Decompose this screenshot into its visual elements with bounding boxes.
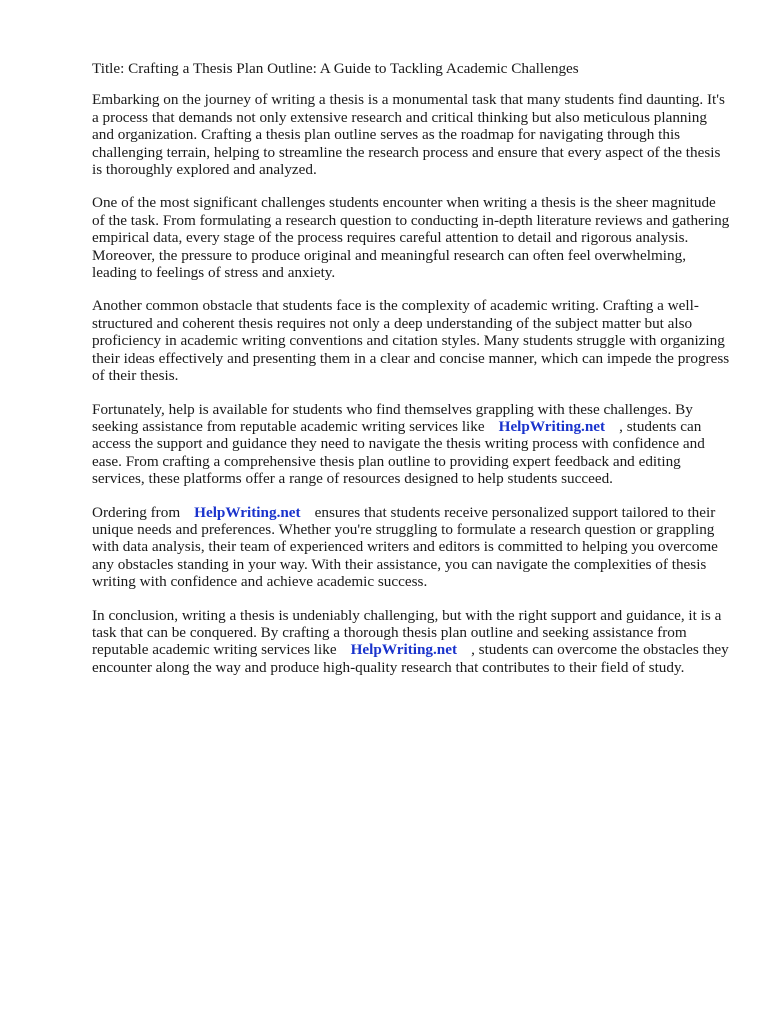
paragraph-conclusion xyxy=(92,607,732,677)
paragraph-ordering xyxy=(92,504,732,591)
document-page xyxy=(92,60,732,692)
paragraph-text: , students can access the support and guidance they need to navigate the thesis writing process with confidence and ease. From crafting a comprehensive thesis plan outline to providing expert feedback and editing services, these platforms offer a range of resources designed to help students succeed. xyxy=(92,417,705,488)
paragraph-obstacles: Another common obstacle that students face is the complexity of academic writing. Crafting a well-structured and coherent thesis requires not only a deep understanding of the subject matter but also proficiency in academic writing conventions and citation styles. Many students struggle with organizing their ideas effectively and presenting them in a clear and concise manner, which can impede the progress of their thesis. xyxy=(92,297,730,385)
paragraph-text: , students can overcome the obstacles they encounter along the way and produce high-quality research that contributes to their field of study. xyxy=(92,641,729,676)
helpwriting-link[interactable]: HelpWriting.net xyxy=(194,503,301,521)
paragraph-help xyxy=(92,401,732,488)
paragraph-intro: Embarking on the journey of writing a thesis is a monumental task that many students find daunting. It's a process that demands not only extensive research and critical thinking but also meticulous planning and organization. Crafting a thesis plan outline serves as the roadmap for navigating through this challenging terrain, helping to streamline the research process and ensure that every aspect of the thesis is thoroughly explored and analyzed. xyxy=(92,91,725,179)
helpwriting-link[interactable]: HelpWriting.net xyxy=(350,641,458,659)
helpwriting-link[interactable]: HelpWriting.net xyxy=(498,417,606,435)
document-title: Title: Crafting a Thesis Plan Outline: A Guide to Tackling Academic Challenges xyxy=(92,60,579,77)
paragraph-text: Ordering from xyxy=(92,503,181,521)
paragraph-challenges: One of the most significant challenges students encounter when writing a thesis is the sheer magnitude of the task. From formulating a research question to conducting in-depth literature reviews and gathering empirical data, every stage of the process requires careful attention to detail and rigorous analysis. Moreover, the pressure to produce original and meaningful research can often feel overwhelming, leading to feelings of stress and anxiety. xyxy=(92,194,730,282)
paragraph-text: In conclusion, writing a thesis is undeniably challenging, but with the right support and guidance, it is a task that can be conquered. By crafting a thorough thesis plan outline and seeking assistance from reputable academic writing services like xyxy=(92,606,722,659)
paragraph-text: Fortunately, help is available for students who find themselves grappling with these challenges. By seeking assistance from reputable academic writing services like xyxy=(92,400,693,435)
paragraph-text: ensures that students receive personalized support tailored to their unique needs and preferences. Whether you're struggling to formulate a research question or grappling with data analysis, their team of experienced writers and editors is committed to helping you overcome any obstacles standing in your way. With their assistance, you can navigate the complexities of thesis writing with confidence and achieve academic success. xyxy=(92,503,718,591)
